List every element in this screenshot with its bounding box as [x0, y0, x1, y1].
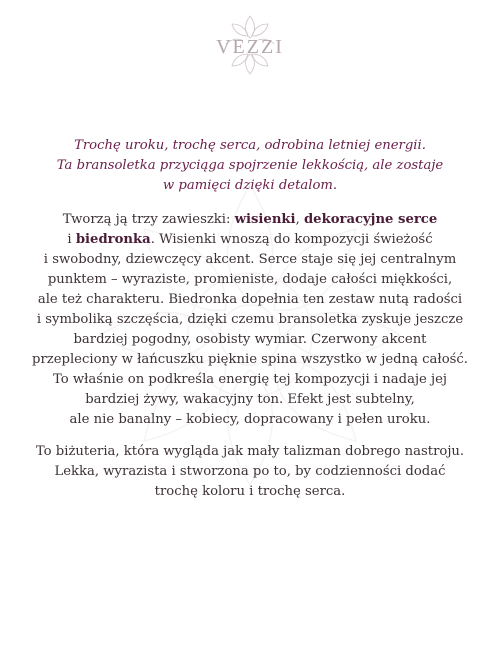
paragraph-line: punktem – wyraziste, promieniste, dodaje całości miękkości,: [47, 272, 453, 287]
intro-line: Trochę uroku, trochę serca, odrobina letniej energii.: [74, 138, 426, 153]
paragraph-line: [14, 210, 486, 230]
paragraph-line: i swobodny, dziewczęcy akcent. Serce staje się jej centralnym: [43, 252, 457, 267]
charm-heart: dekoracyjne serce: [303, 212, 438, 227]
brand-logo: [0, 14, 500, 76]
text-fragment: Tworzą ją trzy zawieszki:: [62, 212, 235, 227]
paragraph-line: To właśnie on podkreśla energię tej kompozycji i nadaje jej: [52, 372, 448, 387]
text-fragment: ,: [295, 212, 304, 227]
description-paragraph: [14, 210, 486, 430]
brand-name: VEZZI: [216, 36, 284, 58]
closing-paragraph: [14, 442, 486, 502]
text-fragment: i: [67, 232, 76, 247]
intro-text: [20, 136, 480, 196]
paragraph-line: ale też charakteru. Biedronka dopełnia ten zestaw nutą radości: [37, 292, 463, 307]
paragraph-line: bardziej pogodny, osobisty wymiar. Czerwony akcent: [73, 332, 427, 347]
paragraph-line: trochę koloru i trochę serca.: [154, 484, 346, 499]
paragraph-line: przepleciony w łańcuszku pięknie spina wszystko w jedną całość.: [32, 352, 468, 367]
paragraph-line: [14, 230, 486, 250]
paragraph-line: ale nie banalny – kobiecy, dopracowany i pełen uroku.: [69, 412, 431, 427]
paragraph-line: To biżuteria, która wygląda jak mały talizman dobrego nastroju.: [35, 444, 465, 459]
intro-line: w pamięci dzięki detalom.: [162, 178, 338, 193]
paragraph-line: Lekka, wyrazista i stworzona po to, by codzienności dodać: [54, 464, 446, 479]
charm-cherries: wisienki: [234, 212, 296, 227]
text-fragment: . Wisienki wnoszą do kompozycji świeżość: [150, 232, 433, 247]
paragraph-line: i symboliką szczęścia, dzięki czemu bransoletka zyskuje jeszcze: [36, 312, 464, 327]
intro-line: Ta bransoletka przyciąga spojrzenie lekkością, ale zostaje: [56, 158, 444, 173]
paragraph-line: bardziej żywy, wakacyjny ton. Efekt jest subtelny,: [85, 392, 415, 407]
charm-ladybug: biedronka: [75, 232, 151, 247]
